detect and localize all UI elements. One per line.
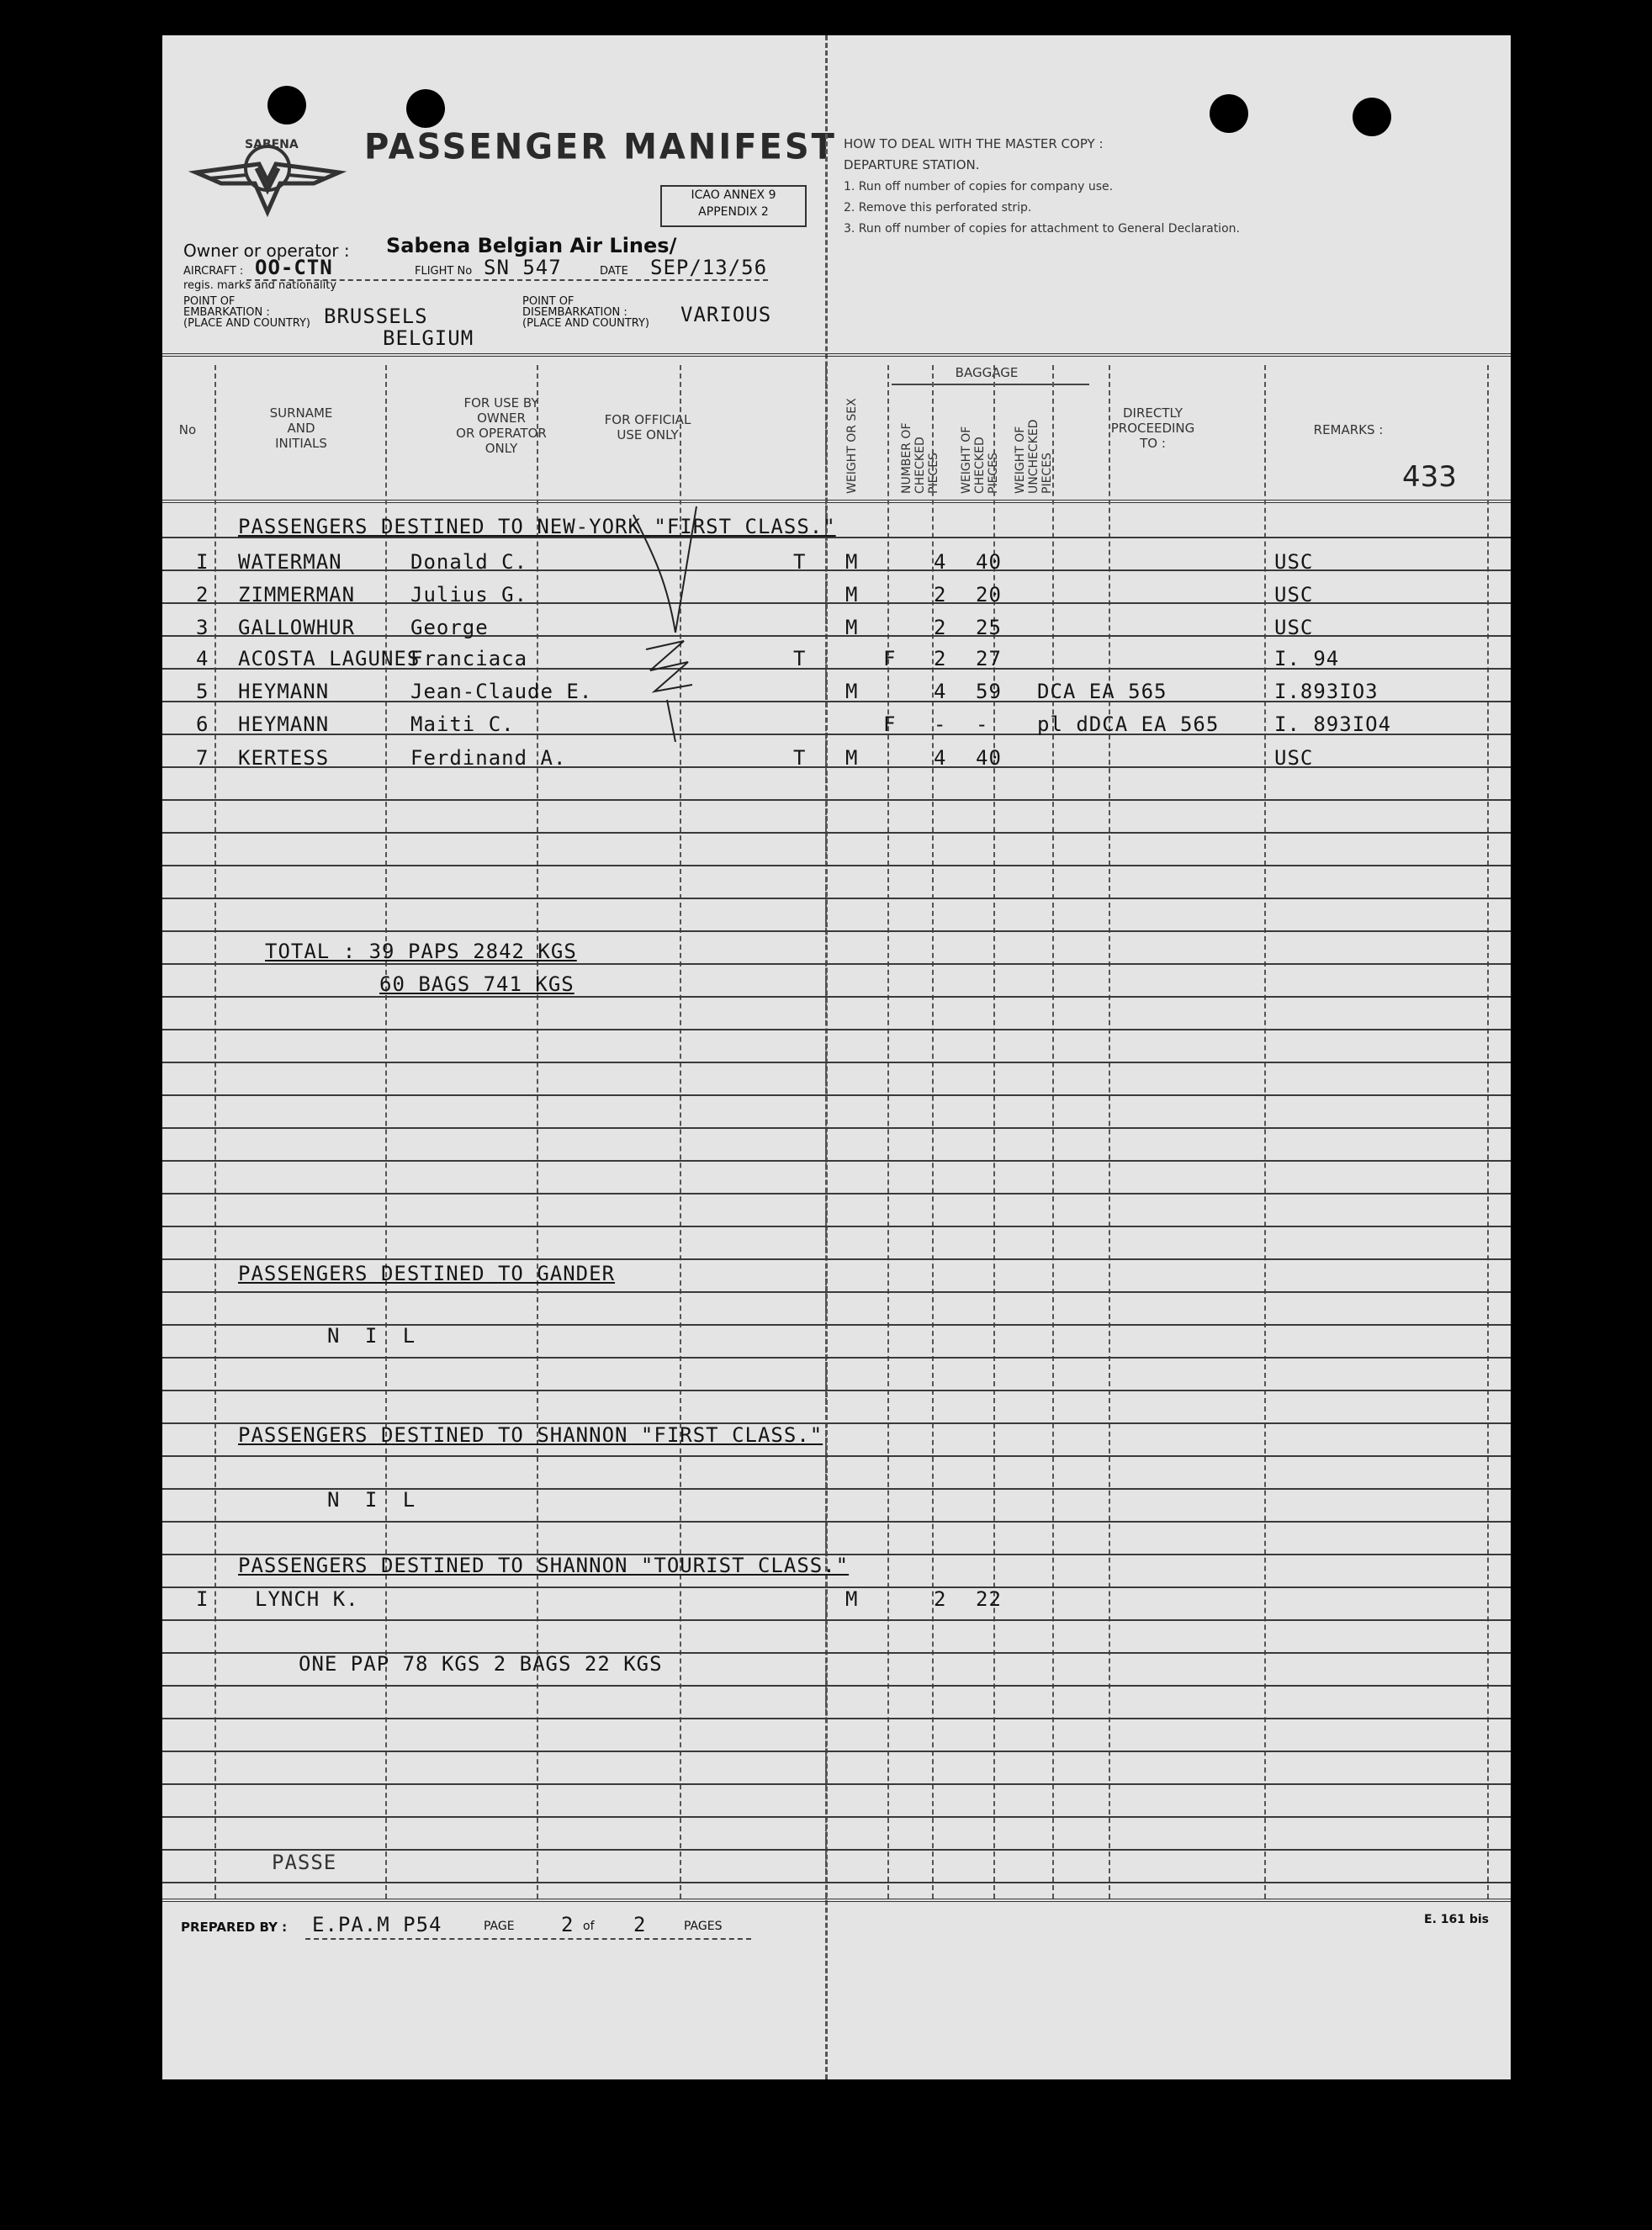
column-header-surname — [217, 405, 385, 451]
instructions-line1: HOW TO DEAL WITH THE MASTER COPY : — [844, 136, 1104, 151]
passenger-initials: Maiti C. — [410, 712, 515, 736]
row-line — [162, 1291, 1511, 1293]
checked-weight-line2: CHECKED — [973, 437, 987, 494]
passenger-no: 6 — [196, 712, 209, 736]
section-shannon-first: PASSENGERS DESTINED TO SHANNON "FIRST CLASS." — [238, 1423, 823, 1447]
instructions-item-3: 3. Run off number of copies for attachment to General Declaration. — [844, 222, 1240, 236]
row-line — [162, 1062, 1511, 1063]
row-line — [162, 898, 1511, 899]
passenger-sex: M — [845, 680, 859, 703]
passenger-no: 5 — [196, 680, 209, 703]
disembark-label-2: DISEMBARKATION : — [522, 306, 627, 319]
row-line — [162, 1455, 1511, 1457]
handwritten-check-marks — [617, 490, 734, 742]
owner-use-line4: ONLY — [484, 441, 518, 456]
embark-value-2: BELGIUM — [383, 326, 474, 350]
embark-value-1: BRUSSELS — [324, 305, 428, 328]
icao-annex-line1: ICAO ANNEX 9 — [691, 188, 776, 202]
instructions-item-2: 2. Remove this perforated strip. — [844, 201, 1032, 215]
passenger-sex: F — [883, 712, 897, 736]
passenger-remarks: USC — [1274, 550, 1314, 574]
stamp-number: 433 — [1402, 460, 1457, 494]
of-label: of — [583, 1920, 595, 1933]
shannon-first-nil: N I L — [327, 1488, 422, 1512]
disembark-label-1: POINT OF — [522, 295, 574, 308]
row-line — [162, 1849, 1511, 1851]
passenger-weight: 25 — [976, 616, 1002, 639]
instructions-line2: DEPARTURE STATION. — [844, 157, 980, 172]
disembark-label-3: (PLACE AND COUNTRY) — [522, 317, 650, 330]
passenger-no: 3 — [196, 616, 209, 639]
unchecked-weight-line2: UNCHECKED — [1027, 419, 1040, 494]
passenger-pieces: - — [934, 712, 947, 736]
unchecked-weight-line1: WEIGHT OF — [1014, 426, 1027, 494]
passenger-no: 2 — [196, 583, 209, 606]
owner-use-line2: OWNER — [477, 411, 526, 426]
proceeding-line1: DIRECTLY — [1122, 405, 1183, 421]
passenger-sex: M — [845, 746, 859, 770]
icao-annex-box — [660, 185, 807, 227]
column-line — [214, 365, 216, 1899]
passenger-remarks: I. 94 — [1274, 647, 1340, 670]
column-header-official-use — [576, 412, 719, 442]
row-line — [162, 1094, 1511, 1096]
passenger-official-mark: T — [793, 746, 807, 770]
prepared-by-underline — [305, 1938, 751, 1940]
date-value: SEP/13/56 — [650, 256, 768, 279]
passenger-pieces: 4 — [934, 746, 947, 770]
prepared-by-value: E.PA.M P54 — [312, 1913, 442, 1936]
proceeding-line2: PROCEEDING — [1110, 421, 1195, 436]
owner-use-line3: OR OPERATOR — [456, 426, 547, 441]
passenger-sex: M — [845, 616, 859, 639]
page-value: 2 — [561, 1913, 574, 1936]
header-bottom-rule — [162, 500, 1511, 503]
passenger-pieces: 2 — [934, 647, 947, 670]
passenger-sex: M — [845, 583, 859, 606]
passenger-weight: 40 — [976, 746, 1002, 770]
passenger-pieces: 2 — [934, 616, 947, 639]
shannon-passenger-weight: 22 — [976, 1587, 1002, 1611]
gander-nil: N I L — [327, 1324, 422, 1348]
passenger-surname: HEYMANN — [238, 712, 330, 736]
header-top-rule — [162, 353, 1511, 357]
column-header-unchecked-weight — [1014, 420, 1054, 494]
column-header-checked-pieces — [900, 423, 940, 495]
passenger-initials: Franciaca — [410, 647, 528, 670]
checked-pieces-line2: CHECKED — [913, 437, 927, 494]
date-label: DATE — [600, 265, 628, 278]
icao-annex-line2: APPENDIX 2 — [698, 205, 769, 219]
section-newyork: PASSENGERS DESTINED TO NEW-YORK "FIRST CLASS." — [238, 515, 836, 538]
passenger-remarks: USC — [1274, 616, 1314, 639]
disembark-value: VARIOUS — [680, 303, 772, 326]
baggage-sub-rule — [892, 384, 1089, 385]
row-line — [162, 1160, 1511, 1162]
passenger-weight: 20 — [976, 583, 1002, 606]
column-line — [1487, 365, 1489, 1899]
column-header-baggage: BAGGAGE — [955, 365, 1019, 380]
punch-hole — [1353, 98, 1391, 136]
passenger-proceeding: pl dDCA EA 565 — [1037, 712, 1220, 736]
row-line — [162, 963, 1511, 965]
passenger-remarks: USC — [1274, 746, 1314, 770]
checked-weight-line1: WEIGHT OF — [960, 426, 973, 494]
unchecked-weight-line3: PIECES — [1040, 453, 1054, 494]
passenger-initials: Ferdinand A. — [410, 746, 567, 770]
flight-value: SN 547 — [484, 256, 562, 279]
aircraft-value: OO-CTN — [255, 256, 333, 279]
passenger-remarks: I. 893IO4 — [1274, 712, 1392, 736]
row-line — [162, 832, 1511, 834]
totals-line2: 60 BAGS 741 KGS — [379, 972, 574, 996]
passenger-pieces: 4 — [934, 550, 947, 574]
checked-pieces-line1: NUMBER OF — [900, 422, 913, 494]
shannon-passenger-sex: M — [845, 1587, 859, 1611]
passe-stamp-text: PASSE — [272, 1851, 337, 1874]
shannon-total: ONE PAP 78 KGS 2 BAGS 22 KGS — [299, 1652, 663, 1676]
page-title: PASSENGER MANIFEST — [364, 126, 837, 168]
row-line — [162, 1619, 1511, 1621]
passenger-remarks: I.893IO3 — [1274, 680, 1379, 703]
prepared-by-label: PREPARED BY : — [181, 1920, 288, 1935]
row-line — [162, 1226, 1511, 1227]
passenger-weight: 27 — [976, 647, 1002, 670]
row-line — [162, 1586, 1511, 1588]
checked-pieces-line3: PIECES — [927, 453, 940, 494]
embark-label-2: EMBARKATION : — [183, 306, 270, 319]
owner-use-line1: FOR USE BY — [463, 395, 539, 411]
shannon-passenger-pieces: 2 — [934, 1587, 947, 1611]
footer-rule — [162, 1899, 1511, 1902]
passenger-sex: M — [845, 550, 859, 574]
row-line — [162, 1685, 1511, 1687]
row-line — [162, 1029, 1511, 1030]
passenger-initials: Julius G. — [410, 583, 528, 606]
punch-hole — [406, 89, 445, 128]
official-use-line2: USE ONLY — [617, 427, 679, 442]
totals-line1: TOTAL : 39 PAPS 2842 KGS — [265, 940, 577, 963]
column-header-weight-sex: WEIGHT OR SEX — [845, 398, 859, 494]
passenger-no: I — [196, 550, 209, 574]
row-line — [162, 1783, 1511, 1785]
passenger-surname: KERTESS — [238, 746, 330, 770]
form-code: E. 161 bis — [1424, 1913, 1490, 1926]
row-line — [162, 1521, 1511, 1523]
passenger-pieces: 4 — [934, 680, 947, 703]
aircraft-underline — [246, 279, 768, 281]
passenger-remarks: USC — [1274, 583, 1314, 606]
owner-value: Sabena Belgian Air Lines/ — [386, 234, 677, 257]
aircraft-label: AIRCRAFT : — [183, 265, 244, 278]
surname-header-line2: AND — [287, 421, 315, 436]
punch-hole — [1210, 94, 1248, 133]
passenger-surname: WATERMAN — [238, 550, 342, 574]
row-line — [162, 1357, 1511, 1359]
row-line — [162, 1718, 1511, 1719]
official-use-line1: FOR OFFICIAL — [604, 412, 691, 427]
passenger-surname: GALLOWHUR — [238, 616, 356, 639]
row-line — [162, 996, 1511, 998]
passenger-initials: Jean-Claude E. — [410, 680, 593, 703]
proceeding-line3: TO : — [1140, 436, 1166, 451]
row-line — [162, 1127, 1511, 1129]
shannon-passenger-name: LYNCH K. — [255, 1587, 359, 1611]
shannon-passenger-no: I — [196, 1587, 209, 1611]
passenger-surname: ZIMMERMAN — [238, 583, 356, 606]
passenger-official-mark: T — [793, 647, 807, 670]
surname-header-line1: SURNAME — [269, 405, 333, 421]
checked-weight-line3: PIECES — [987, 453, 1000, 494]
passenger-surname: HEYMANN — [238, 680, 330, 703]
column-line — [1264, 365, 1266, 1899]
punch-hole — [267, 86, 306, 124]
aircraft-sublabel: regis. marks and nationality — [183, 279, 337, 292]
row-line — [162, 865, 1511, 866]
passenger-weight: 40 — [976, 550, 1002, 574]
row-line — [162, 1816, 1511, 1818]
column-line — [1052, 365, 1054, 1899]
passenger-no: 4 — [196, 647, 209, 670]
passenger-weight: - — [976, 712, 989, 736]
passenger-official-mark: T — [793, 550, 807, 574]
passenger-weight: 59 — [976, 680, 1002, 703]
row-line — [162, 1751, 1511, 1752]
instructions-item-1: 1. Run off number of copies for company use. — [844, 180, 1114, 193]
passenger-surname: ACOSTA LAGUNES — [238, 647, 421, 670]
section-shannon-tourist: PASSENGERS DESTINED TO SHANNON "TOURIST CLASS." — [238, 1554, 850, 1577]
row-line — [162, 799, 1511, 801]
column-header-owner-use — [438, 395, 564, 456]
page-label: PAGE — [484, 1920, 515, 1933]
manifest-sheet — [162, 35, 1511, 2079]
row-line — [162, 1193, 1511, 1194]
passenger-no: 7 — [196, 746, 209, 770]
column-line — [825, 365, 827, 1899]
passenger-sex: F — [883, 647, 897, 670]
row-line — [162, 1390, 1511, 1391]
column-header-no: No — [178, 422, 197, 437]
flight-label: FLIGHT No — [415, 265, 473, 278]
logo-label: SABENA — [245, 138, 299, 151]
passenger-proceeding: DCA EA 565 — [1037, 680, 1168, 703]
embark-label-1: POINT OF — [183, 295, 236, 308]
column-header-remarks: REMARKS : — [1313, 422, 1384, 437]
column-line — [887, 365, 889, 1899]
embark-label-3: (PLACE AND COUNTRY) — [183, 317, 311, 330]
pages-label: PAGES — [684, 1920, 723, 1933]
row-line — [162, 1882, 1511, 1883]
row-line — [162, 1258, 1511, 1260]
column-header-proceeding — [1079, 405, 1226, 451]
column-line — [1109, 365, 1110, 1899]
passenger-initials: George — [410, 616, 489, 639]
of-value: 2 — [633, 1913, 647, 1936]
passenger-pieces: 2 — [934, 583, 947, 606]
row-line — [162, 930, 1511, 932]
owner-label: Owner or operator : — [183, 241, 350, 261]
section-gander: PASSENGERS DESTINED TO GANDER — [238, 1262, 616, 1285]
passenger-initials: Donald C. — [410, 550, 528, 574]
surname-header-line3: INITIALS — [275, 436, 327, 451]
